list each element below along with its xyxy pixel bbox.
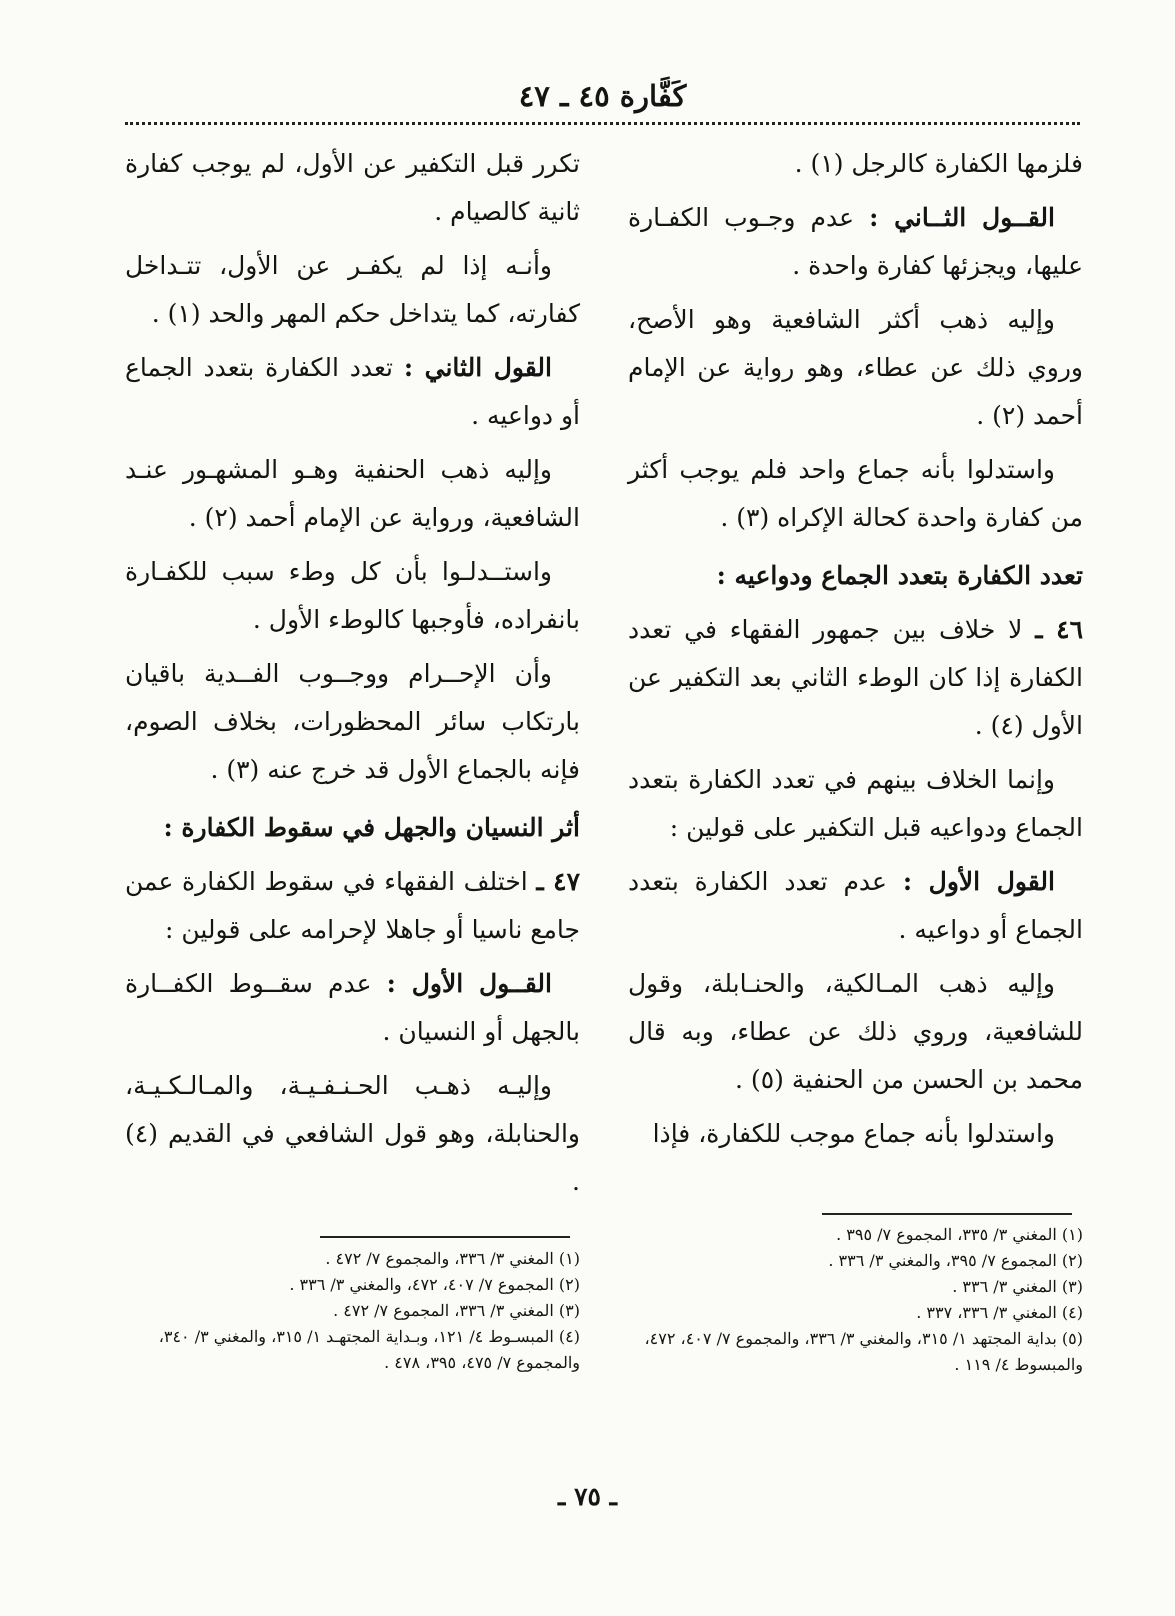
paragraph: وإليه ذهب المـالكية، والحنـابلة، وقول للشافعية، وروي ذلك عن عطاء، وبه قال محمد بن الحسن من الحنفية (٥) . [628,969,1083,1094]
section-heading: تعدد الكفارة بتعدد الجماع ودواعيه : [716,561,1083,590]
paragraph [125,858,580,954]
footnote-divider-left [320,1236,570,1238]
footnotes-right [628,1222,1083,1378]
footnote: (١) المغني ٣/ ٣٣٥، المجموع ٧/ ٣٩٥ . [836,1225,1083,1244]
header-dotted-divider [125,122,1080,125]
page-number: ـ ٧٥ ـ [558,1482,617,1511]
paragraph [628,858,1083,954]
item-number: ٤٧ ـ [536,867,581,896]
running-header: كَفَّارة ٤٥ ـ ٤٧ [518,79,687,113]
footnote-divider-right [822,1213,1072,1215]
paragraph [125,960,580,1056]
paragraph: واستدلوا بأنه جماع واحد فلم يوجب أكثر من كفارة واحدة كحالة الإكراه (٣) . [628,455,1083,532]
footnote: (٢) المجموع ٧/ ٣٩٥، والمغني ٣/ ٣٣٦ . [828,1251,1083,1270]
paragraph: وإليـه ذهـب الحـنـفـيـة، والمـالـكـيـة، والحنابلة، وهو قول الشافعي في القديم (٤) . [125,1071,580,1196]
section-heading: أثر النسيان والجهل في سقوط الكفارة : [163,813,580,842]
paragraph-text: اختلف الفقهاء في سقوط الكفارة عمن جامع ناسيا أو جاهلا لإحرامه على قولين : [125,867,580,944]
footnote: (٢) المجموع ٧/ ٤٠٧، ٤٧٢، والمغني ٣/ ٣٣٦ . [289,1275,580,1294]
paragraph: وإنما الخلاف بينهم في تعدد الكفارة بتعدد الجماع ودواعيه قبل التكفير على قولين : [628,765,1083,842]
paragraph: تكرر قبل التكفير عن الأول، لم يوجب كفارة ثانية كالصيام . [125,149,580,226]
footnote: (٣) المغني ٣/ ٣٣٦ . [952,1277,1083,1296]
paragraph: وإليه ذهب الحنفية وهـو المشهـور عنـد الشافعية، ورواية عن الإمام أحمد (٢) . [125,455,580,532]
paragraph-text: عدم سقــوط الكفــارة بالجهل أو النسيان . [125,969,580,1046]
footnote: (١) المغني ٣/ ٣٣٦، والمجموع ٧/ ٤٧٢ . [325,1249,580,1268]
left-column [125,140,580,1212]
paragraph: وأن الإحــرام ووجــوب الفــدية باقيان بارتكاب سائر المحظورات، بخلاف الصوم، فإنه بالجماع الأول قد خرج عنه (٣) . [125,659,580,784]
paragraph: وأنـه إذا لم يكفـر عن الأول، تتـداخل كفارته، كما يتداخل حكم المهر والحد (١) . [125,251,580,328]
paragraph-text: لا خلاف بين جمهور الفقهاء في تعدد الكفارة إذا كان الوطء الثاني بعد التكفير عن الأول (٤) . [628,615,1083,740]
footnote: (٤) المبسـوط ٤/ ١٢١، وبـداية المجتهـد ١/ ٣١٥، والمغني ٣/ ٣٤٠، والمجموع ٧/ ٤٧٥، ٣٩٥، ٤٧٨ . [158,1327,580,1372]
paragraph-text: عدم وجـوب الكفـارة عليها، ويجزئها كفارة واحدة . [628,203,1083,280]
right-column [628,140,1083,1164]
paragraph: فلزمها الكفارة كالرجل (١) . [794,149,1083,178]
paragraph: وإليه ذهب أكثر الشافعية وهو الأصح، وروي ذلك عن عطاء، وهو رواية عن الإمام أحمد (٢) . [628,305,1083,430]
paragraph-label: القــول الأول : [386,969,552,998]
paragraph-label: القول الثاني : [403,353,552,382]
paragraph-label: القول الأول : [902,867,1056,896]
paragraph-text: عدم تعدد الكفارة بتعدد الجماع أو دواعيه . [628,867,1083,944]
paragraph [125,344,580,440]
paragraph [628,194,1083,290]
paragraph-text: تعدد الكفارة بتعدد الجماع أو دواعيه . [125,353,580,430]
paragraph-label: القــول الثــاني : [869,203,1055,232]
footnotes-left [125,1246,580,1376]
paragraph [628,606,1083,750]
paragraph: واستدلوا بأنه جماع موجب للكفارة، فإذا [652,1119,1055,1148]
item-number: ٤٦ ـ [1035,615,1084,644]
paragraph: واستــدلـوا بأن كل وطء سبب للكفـارة بانفراده، فأوجبها كالوطء الأول . [125,557,580,634]
footnote: (٣) المغني ٣/ ٣٣٦، المجموع ٧/ ٤٧٢ . [333,1301,580,1320]
footnote: (٤) المغني ٣/ ٣٣٦، ٣٣٧ . [916,1303,1083,1322]
footnote: (٥) بداية المجتهد ١/ ٣١٥، والمغني ٣/ ٣٣٦، والمجموع ٧/ ٤٠٧، ٤٧٢، والمبسوط ٤/ ١١٩ . [644,1329,1083,1374]
